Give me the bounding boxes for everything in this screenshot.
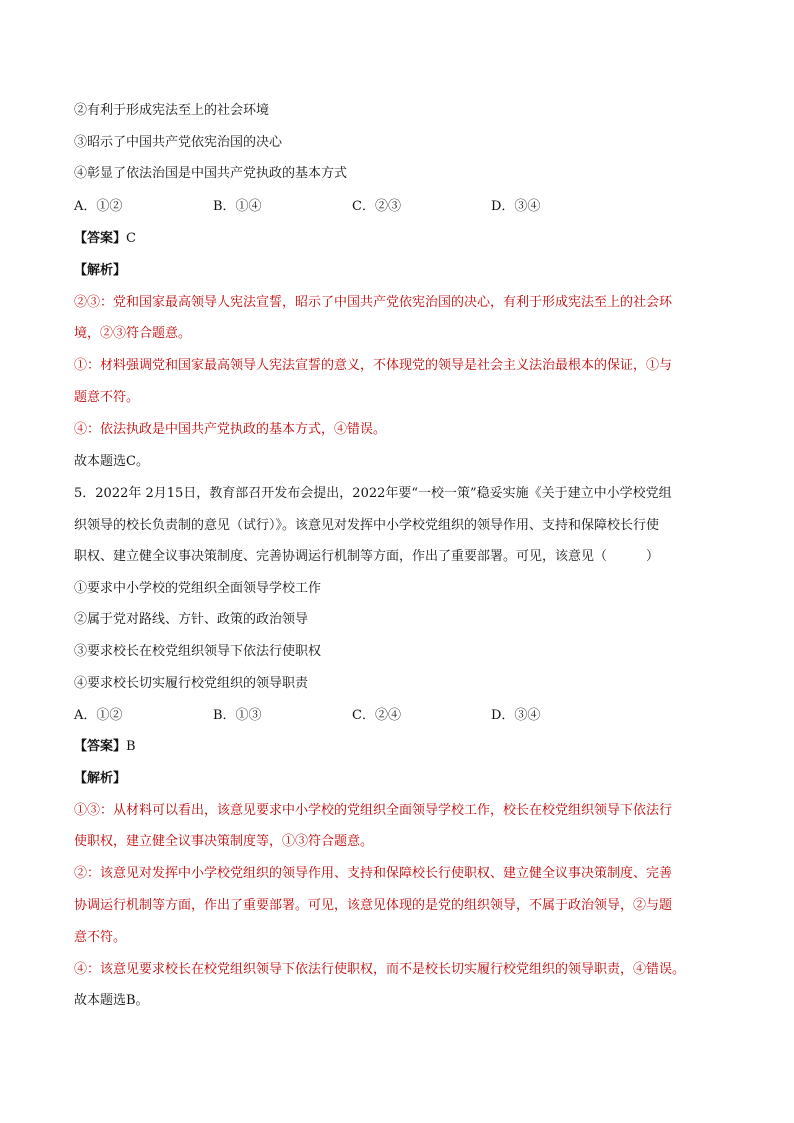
q4-choice-b: B．①④ bbox=[213, 199, 262, 214]
q4-option-4: ④彰显了依法治国是中国共产党执政的基本方式 bbox=[74, 166, 348, 181]
q5-analysis-label: 【解析】 bbox=[74, 771, 127, 786]
q4-choices bbox=[74, 197, 734, 217]
q5-option-2: ②属于党对路线、方针、政策的政治领导 bbox=[74, 612, 309, 627]
q4-answer bbox=[74, 229, 734, 249]
q4-analysis-line: ②③：党和国家最高领导人宪法宣誓，昭示了中国共产党依宪治国的决心，有利于形成宪法至上的社会环 bbox=[74, 295, 673, 310]
q4-option-3: ③昭示了中国共产党依宪治国的决心 bbox=[74, 135, 283, 150]
q5-conclusion: 故本题选B。 bbox=[74, 993, 149, 1008]
q5-analysis-line: ①③：从材料可以看出，该意见要求中小学校的党组织全面领导学校工作，校长在校党组织领导下依法行 bbox=[74, 803, 673, 818]
q4-analysis-label: 【解析】 bbox=[74, 263, 127, 278]
q4-conclusion: 故本题选C。 bbox=[74, 454, 149, 469]
q5-stem-line: 职权、建立健全议事决策制度、完善协调运行机制等方面，作出了重要部署。可见，该意见（ ） bbox=[74, 549, 660, 564]
q4-option-2: ②有利于形成宪法至上的社会环境 bbox=[74, 103, 270, 118]
q5-analysis-line: 意不符。 bbox=[74, 930, 127, 945]
q5-answer bbox=[74, 737, 734, 757]
q5-analysis-line: ②：该意见对发挥中小学校党组织的领导作用、支持和保障校长行使职权、建立健全议事决策制度、完善 bbox=[74, 866, 673, 881]
q5-answer-value: B bbox=[126, 739, 136, 754]
q4-answer-label: 【答案】 bbox=[74, 231, 127, 246]
q4-choice-a: A．①② bbox=[74, 199, 123, 214]
q5-choices bbox=[74, 706, 734, 726]
q5-analysis-line: 使职权，建立健全议事决策制度等，①③符合题意。 bbox=[74, 834, 374, 849]
q5-choice-c: C．②④ bbox=[352, 708, 401, 723]
q5-stem-line: 织领导的校长负责制的意见（试行）》。该意见对发挥中小学校党组织的领导作用、支持和保障校长行使 bbox=[74, 518, 660, 533]
q5-option-4: ④要求校长切实履行校党组织的领导职责 bbox=[74, 676, 309, 691]
q5-answer-label: 【答案】 bbox=[74, 739, 127, 754]
q5-analysis-line: 协调运行机制等方面，作出了重要部署。可见，该意见体现的是党的组织领导，不属于政治领导，②与题 bbox=[74, 898, 673, 913]
q4-analysis-line: 境，②③符合题意。 bbox=[74, 326, 192, 341]
q5-stem-line: 5．2022年 2月15日，教育部召开发布会提出，2022年要“一校一策”稳妥实施《关于建立中小学校党组 bbox=[74, 486, 672, 501]
q4-analysis-line: 题意不符。 bbox=[74, 390, 140, 405]
q4-choice-c: C．②③ bbox=[352, 199, 401, 214]
q4-choice-d: D．③④ bbox=[491, 199, 541, 214]
q5-analysis-line: ④：该意见要求校长在校党组织领导下依法行使职权，而不是校长切实履行校党组织的领导职责，④错误。 bbox=[74, 962, 686, 977]
q4-answer-value: C bbox=[126, 231, 136, 246]
q5-choice-b: B．①③ bbox=[213, 708, 262, 723]
q5-choice-d: D．③④ bbox=[491, 708, 541, 723]
q5-option-3: ③要求校长在校党组织领导下依法行使职权 bbox=[74, 644, 322, 659]
q5-choice-a: A．①② bbox=[74, 708, 123, 723]
q4-analysis-line: ④：依法执政是中国共产党执政的基本方式，④错误。 bbox=[74, 422, 387, 437]
q5-option-1: ①要求中小学校的党组织全面领导学校工作 bbox=[74, 581, 322, 596]
q4-analysis-line: ①：材料强调党和国家最高领导人宪法宣誓的意义，不体现党的领导是社会主义法治最根本的保证，①与 bbox=[74, 358, 673, 373]
